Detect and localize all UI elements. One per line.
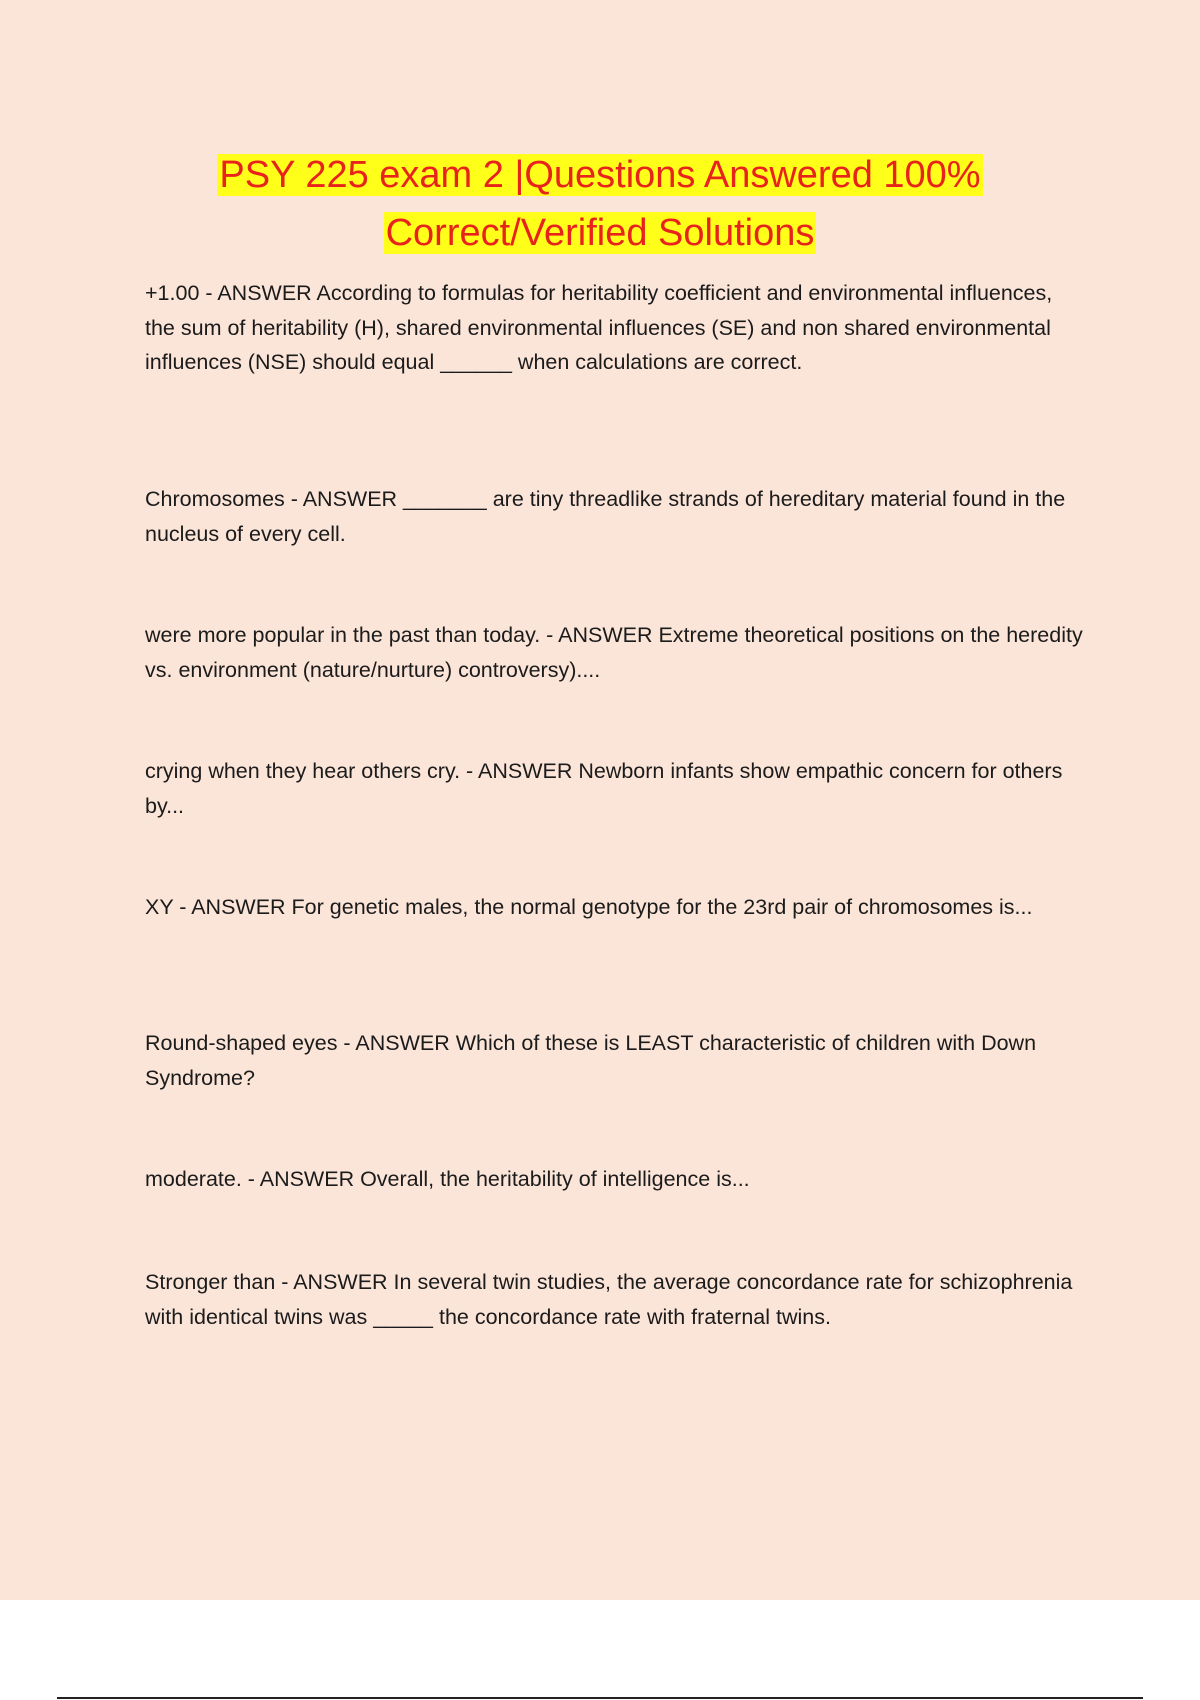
qa-item: Stronger than - ANSWER In several twin studies, the average concordance rate for schizophrenia with identical twins was _____ the concordance rate with fraternal twins. xyxy=(145,1270,1073,1329)
qa-item: XY - ANSWER For genetic males, the normal genotype for the 23rd pair of chromosomes is... xyxy=(145,895,1033,919)
footer-divider xyxy=(57,1697,1143,1699)
title-line-2: Correct/Verified Solutions xyxy=(385,212,815,254)
qa-item: were more popular in the past than today. - ANSWER Extreme theoretical positions on the heredity vs. environment (nature/nurture) controversy).... xyxy=(145,623,1083,682)
qa-item: +1.00 - ANSWER According to formulas for heritability coefficient and environmental influences, the sum of heritability (H), shared environmental influences (SE) and non shared environmental influences (NSE) should equal ______ when calculations are correct. xyxy=(145,281,1053,374)
qa-item: Round-shaped eyes - ANSWER Which of these is LEAST characteristic of children with Down Syndrome? xyxy=(145,1031,1037,1090)
qa-item: crying when they hear others cry. - ANSWER Newborn infants show empathic concern for others by... xyxy=(145,759,1063,818)
qa-item: Chromosomes - ANSWER _______ are tiny threadlike strands of hereditary material found in the nucleus of every cell. xyxy=(145,487,1066,546)
title-line-1: PSY 225 exam 2 |Questions Answered 100% xyxy=(219,154,981,196)
qa-item: moderate. - ANSWER Overall, the heritability of intelligence is... xyxy=(145,1167,750,1191)
page-title xyxy=(0,146,1200,262)
